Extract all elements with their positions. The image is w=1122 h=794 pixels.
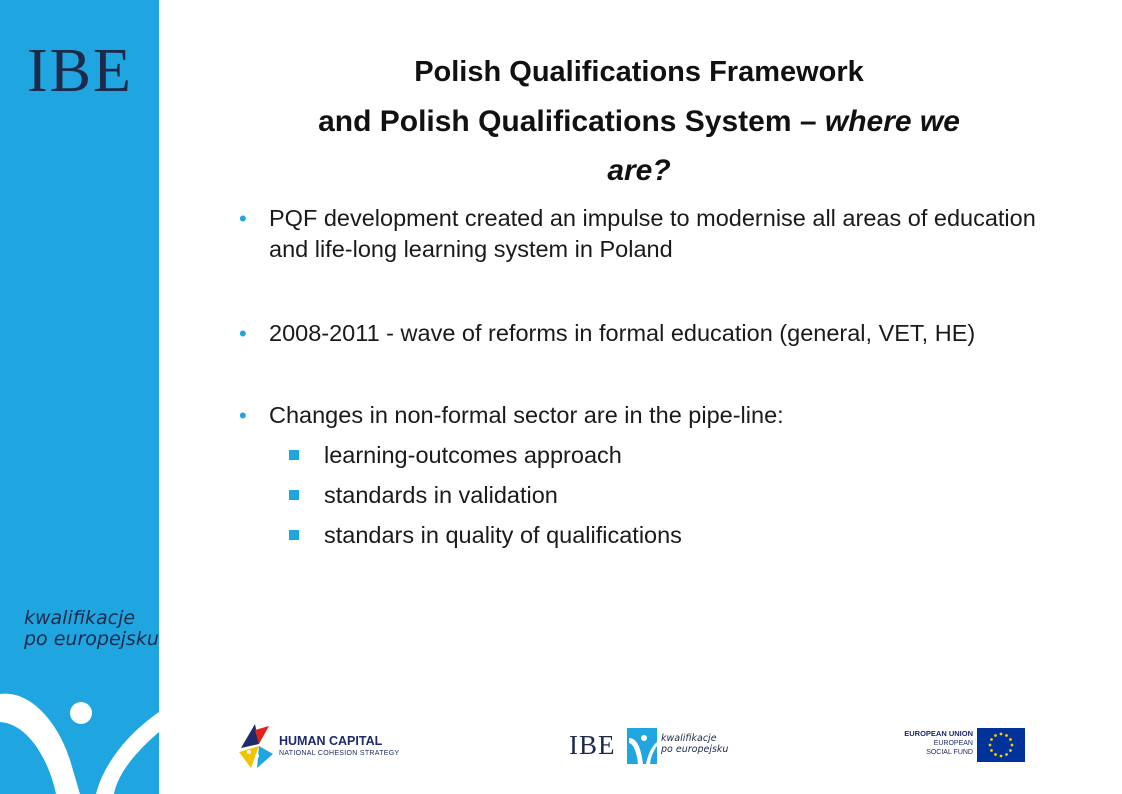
sidebar-tagline-line1: kwalifikacje (24, 607, 136, 629)
ibe-figure-icon (627, 728, 657, 764)
eu-line-2: EUROPEAN (933, 740, 973, 747)
sidebar-tagline (24, 608, 159, 650)
square-bullet-icon (289, 450, 299, 460)
bullet-text: PQF development created an impulse to modernise all areas of education and life-long learning system in Poland (269, 205, 1036, 262)
bullet-list (239, 203, 1039, 555)
title-line-3-italic: are? (607, 154, 671, 187)
slide-title (199, 48, 1079, 195)
square-bullet-icon (289, 530, 299, 540)
title-line-2-normal: and Polish Qualifications System – (318, 105, 825, 138)
bullet-item (239, 318, 1039, 349)
sidebar (0, 0, 159, 794)
sub-bullet-item (283, 435, 1039, 475)
ibe-logo: IBE (27, 37, 133, 105)
eu-flag-icon (977, 728, 1025, 762)
footer-ibe-tagline-line2: po europejsku (661, 744, 729, 755)
bullet-item (239, 400, 1039, 431)
title-line-1: Polish Qualifications Framework (414, 56, 864, 88)
hc-title: HUMAN CAPITAL (279, 734, 383, 748)
eu-logo (905, 728, 1025, 764)
bullet-text: 2008-2011 - wave of reforms in formal education (general, VET, HE) (269, 320, 976, 346)
eu-caption (904, 729, 973, 757)
sub-bullet-item (283, 515, 1039, 555)
person-figure-icon (0, 672, 159, 794)
eu-line-1: EUROPEAN UNION (904, 729, 973, 738)
sub-bullet-list (239, 435, 1039, 555)
human-capital-emblem-icon (237, 722, 275, 770)
bullet-text: Changes in non-formal sector are in the pipe-line: (269, 402, 784, 428)
sub-bullet-text: standards in validation (324, 482, 558, 508)
human-capital-logo (237, 722, 400, 770)
footer-ibe-text: IBE (569, 730, 616, 760)
footer-ibe-tagline-line1: kwalifikacje (661, 733, 717, 744)
bullet-item (239, 203, 1039, 265)
sub-bullet-text: standars in quality of qualifications (324, 522, 682, 548)
ibe-footer-logo (569, 728, 749, 768)
slide-content (159, 0, 1122, 794)
eu-line-3: SOCIAL FUND (926, 749, 973, 756)
sub-bullet-item (283, 475, 1039, 515)
bullet-dot-icon: • (239, 206, 247, 231)
square-bullet-icon (289, 490, 299, 500)
sub-bullet-text: learning-outcomes approach (324, 442, 622, 468)
bullet-dot-icon: • (239, 403, 247, 428)
sidebar-tagline-line2: po europejsku (24, 628, 159, 650)
title-line-2-italic: where we (824, 105, 960, 138)
hc-subtitle: NATIONAL COHESION STRATEGY (279, 750, 400, 757)
bullet-dot-icon: • (239, 321, 247, 346)
footer-ibe-tagline (661, 733, 728, 755)
